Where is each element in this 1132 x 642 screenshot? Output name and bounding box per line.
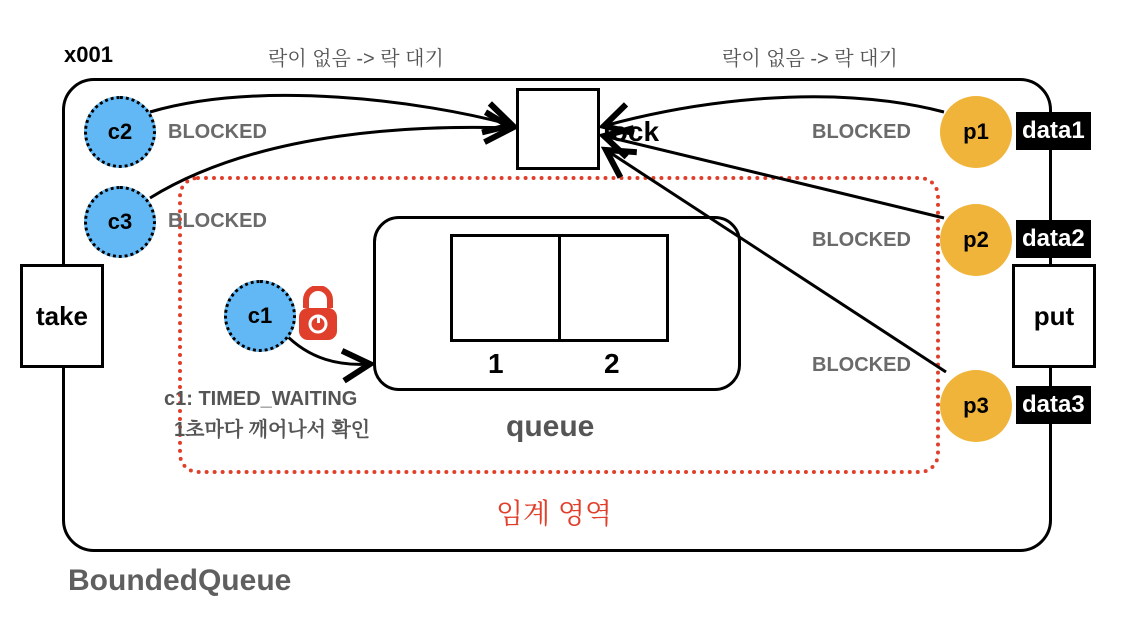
class-name: BoundedQueue	[68, 564, 292, 597]
p1-data-tag: data1	[1016, 112, 1091, 150]
p3-state: BLOCKED	[812, 354, 911, 376]
p2-data-tag: data2	[1016, 220, 1091, 258]
caption-right: 락이 없음 -> 락 대기	[722, 48, 898, 70]
critical-section-label: 임계 영역	[496, 498, 612, 529]
object-id: x001	[64, 42, 113, 67]
producer-thread-p1: p1	[940, 96, 1012, 168]
put-method-box: put	[1012, 264, 1096, 368]
p2-state: BLOCKED	[812, 229, 911, 251]
c1-state-note: 1초마다 깨어나서 확인	[174, 419, 371, 441]
queue-label: queue	[506, 410, 595, 443]
lock-label: lock	[603, 116, 660, 147]
consumer-thread-c3: c3	[84, 186, 156, 258]
arrow-p3-to-lock	[606, 150, 946, 372]
producer-thread-p2: p2	[940, 204, 1012, 276]
queue-slot-2-label: 2	[604, 348, 620, 379]
caption-left: 락이 없음 -> 락 대기	[268, 48, 444, 70]
arrow-p2-to-lock	[604, 136, 944, 218]
consumer-thread-c2: c2	[84, 96, 156, 168]
p1-state: BLOCKED	[812, 121, 911, 143]
c1-state: c1: TIMED_WAITING	[164, 388, 358, 410]
producer-thread-p3: p3	[940, 370, 1012, 442]
queue-slot-1-label: 1	[488, 348, 504, 379]
consumer-thread-c1: c1	[224, 280, 296, 352]
take-method-box: take	[20, 264, 104, 368]
p3-data-tag: data3	[1016, 386, 1091, 424]
c3-state: BLOCKED	[168, 210, 267, 232]
c2-state: BLOCKED	[168, 121, 267, 143]
lock-icon	[296, 286, 340, 342]
